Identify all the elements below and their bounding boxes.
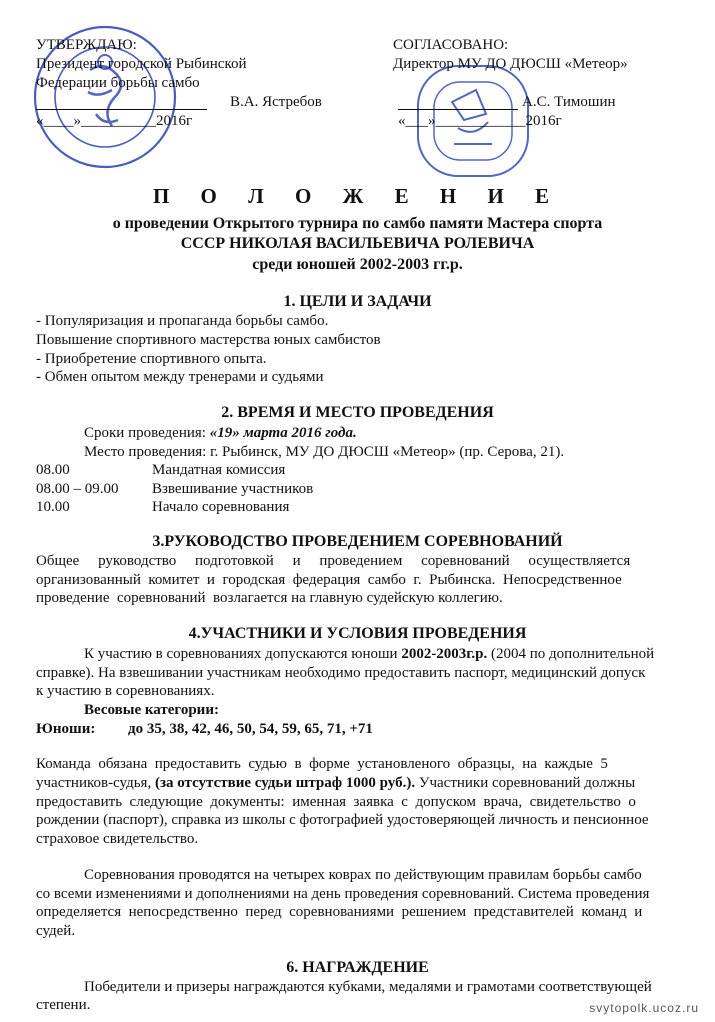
list-item: - Популяризация и пропаганда борьбы самбо. [36,313,329,329]
paragraph-line: судей. [36,923,76,939]
event-dates-label: Сроки проведения: [84,425,210,441]
paragraph-line: Победители и призеры награждаются кубками, медалями и грамотами соответствующей [84,979,652,995]
paragraph-text: Участники соревнований должны [415,775,636,791]
schedule-event: Начало соревнования [152,499,290,515]
paragraph-text: К участию в соревнованиях допускаются юноши [84,646,402,662]
weight-values: до 35, 38, 42, 46, 50, 54, 59, 65, 71, +71 [128,721,373,737]
approver-signer: В.А. Ястребов [230,94,322,110]
site-watermark: svytopolk.ucoz.ru [589,1001,699,1015]
paragraph-line: Общее руководство подготовкой и проведением соревнований осуществляется [36,553,631,569]
agreer-title-line1: Директор МУ ДО ДЮСШ «Метеор» [393,56,628,72]
agreer-signer: А.С. Тимошин [522,94,616,110]
agreed-label: СОГЛАСОВАНО: [393,37,509,53]
paragraph-line: рождении (паспорт), справка из школы с фотографией удостоверяющей личность и пенсионное [36,812,649,828]
event-dates-value: «19» марта 2016 года. [209,425,357,441]
approved-label: УТВЕРЖДАЮ: [36,37,137,53]
event-place: Место проведения: г. Рыбинск, МУ ДО ДЮСШ «Метеор» (пр. Серова, 21). [84,444,565,460]
agreer-date: «___»____________2016г [398,113,562,129]
section-2-heading: 2. ВРЕМЯ И МЕСТО ПРОВЕДЕНИЯ [221,404,494,421]
paragraph-line: со всеми изменениями и дополнениями на день проведения соревнований. Система проведения [36,886,650,902]
document-subtitle-line1: о проведении Открытого турнира по самбо памяти Мастера спорта [112,215,603,232]
paragraph-line: проведение соревнований возлагается на главную судейскую коллегию. [36,590,503,606]
schedule-time: 08.00 [36,462,70,478]
list-item: - Приобретение спортивного опыта. [36,351,267,367]
schedule-time: 08.00 – 09.00 [36,481,119,497]
paragraph-line: организованный комитет и городская федерация самбо г. Рыбинска. Непосредственное [36,572,622,588]
document-title: П О Л О Ж Е Н И Е [152,184,563,208]
paragraph-line: предоставить следующие документы: именная заявка с допуском врача, свидетельство о [36,794,636,810]
section-1-heading: 1. ЦЕЛИ И ЗАДАЧИ [283,293,432,310]
paragraph-line: Соревнования проводятся на четырех коврах по действующим правилам борьбы самбо [84,867,642,883]
event-dates [84,424,357,443]
schedule-time: 10.00 [36,499,70,515]
judge-fine: (за отсутствие судьи штраф 1000 руб.). [154,775,416,791]
schedule-event: Взвешивание участников [152,481,314,497]
agreer-signature-line [398,93,518,110]
paragraph-line: страховое свидетельство. [36,831,199,847]
schedule-event: Мандатная комиссия [152,462,286,478]
document-subtitle-line3: среди юношей 2002-2003 гг.р. [252,256,463,273]
document-subtitle-line2: СССР НИКОЛАЯ ВАСИЛЬЕВИЧА РОЛЕВИЧА [180,235,535,252]
approver-title-line1: Президент городской Рыбинской [36,56,247,72]
paragraph-line: Команда обязана предоставить судью в форме установленого образцы, на каждые 5 [36,756,608,772]
section-3-heading: 3.РУКОВОДСТВО ПРОВЕДЕНИЕМ СОРЕВНОВАНИЙ [152,533,563,550]
paragraph-line [84,645,654,664]
approver-signature-line [36,93,207,110]
paragraph-line: к участию в соревнованиях. [36,683,215,699]
paragraph-text: участников-судья, [36,775,155,791]
paragraph-line: определяется непосредственно перед соревнованиями решением представителей команд и [36,904,643,920]
list-item: Повышение спортивного мастерства юных самбистов [36,332,381,348]
weight-group-label: Юноши: [36,721,96,737]
paragraph-text: (2004 по дополнительной [487,646,655,662]
approver-date: «____»__________2016г [36,113,193,129]
section-4-heading: 4.УЧАСТНИКИ И УСЛОВИЯ ПРОВЕДЕНИЯ [188,625,527,642]
approver-title-line2: Федерации борьбы самбо [36,75,200,91]
paragraph-line [36,774,635,793]
paragraph-line: справке). На взвешивании участникам необходимо предоставить паспорт, медицинский допуск [36,665,646,681]
weight-categories-title: Весовые категории: [84,702,219,718]
paragraph-line: степени. [36,997,91,1013]
section-6-heading: 6. НАГРАЖДЕНИЕ [286,959,429,976]
list-item: - Обмен опытом между тренерами и судьями [36,369,324,385]
birth-years: 2002-2003г.р. [401,646,488,662]
